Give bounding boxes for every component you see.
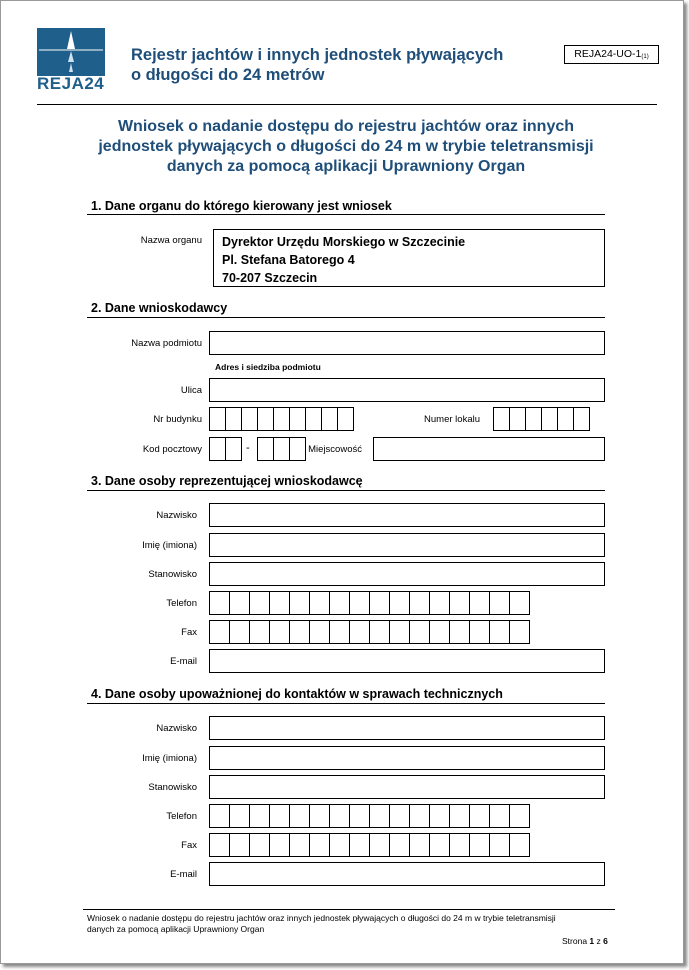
postal-code-cells-part2[interactable] xyxy=(257,437,306,461)
form-code: REJA24-UO-1 xyxy=(574,48,642,60)
organ-name-label: Nazwa organu xyxy=(140,235,202,246)
rep-email-label: E-mail xyxy=(170,656,197,667)
tech-surname-label: Nazwisko xyxy=(156,723,197,734)
page-current: 1 xyxy=(589,936,595,946)
form-code-box xyxy=(564,45,659,64)
footer-divider xyxy=(83,909,615,910)
rep-phone-cells[interactable] xyxy=(209,591,530,615)
page-number xyxy=(562,936,608,946)
page-prefix: Strona xyxy=(562,936,588,946)
tech-phone-cells[interactable] xyxy=(209,804,530,828)
logo-emblem xyxy=(37,28,105,76)
rep-surname-label: Nazwisko xyxy=(156,510,197,521)
section4-heading: 4. Dane osoby upoważnionej do kontaktów w sprawach technicznych xyxy=(91,687,503,701)
document-title-line1: Wniosek o nadanie dostępu do rejestru jachtów oraz innych xyxy=(117,118,575,135)
form-code-suffix: (1) xyxy=(641,54,649,60)
tech-email-input[interactable] xyxy=(209,862,605,886)
tech-phone-label: Telefon xyxy=(166,811,197,822)
tech-position-label: Stanowisko xyxy=(148,782,197,793)
document-title xyxy=(71,117,621,177)
rep-surname-input[interactable] xyxy=(209,503,605,527)
section1-heading: 1. Dane organu do którego kierowany jest wniosek xyxy=(91,199,392,213)
register-title-line1: Rejestr jachtów i innych jednostek pływających xyxy=(131,46,504,64)
tech-position-input[interactable] xyxy=(209,775,605,799)
organ-line2: Pl. Stefana Batorego 4 xyxy=(222,253,355,267)
header-divider xyxy=(37,104,657,105)
register-title xyxy=(131,45,503,85)
unit-number-label: Numer lokalu xyxy=(424,414,480,425)
city-input[interactable] xyxy=(373,437,605,461)
page-separator: z xyxy=(596,936,601,946)
unit-number-cells[interactable] xyxy=(493,407,590,431)
street-input[interactable] xyxy=(209,378,605,402)
footer-line1: Wniosek o nadanie dostępu do rejestru jachtów oraz innych jednostek pływających o długości do 24 m w trybie teletransmisji xyxy=(87,913,556,923)
section1-divider xyxy=(87,214,605,215)
building-number-cells[interactable] xyxy=(209,407,354,431)
address-sublabel: Adres i siedziba podmiotu xyxy=(215,362,321,372)
postal-code-cells-part1[interactable] xyxy=(209,437,242,461)
tech-surname-input[interactable] xyxy=(209,716,605,740)
section2-divider xyxy=(87,317,605,318)
reja24-logo xyxy=(37,28,105,95)
rep-phone-label: Telefon xyxy=(166,598,197,609)
postal-code-dash: - xyxy=(246,442,250,454)
section3-divider xyxy=(87,490,605,491)
tech-firstname-input[interactable] xyxy=(209,746,605,770)
tech-fax-cells[interactable] xyxy=(209,833,530,857)
rep-fax-cells[interactable] xyxy=(209,620,530,644)
organ-name-field xyxy=(213,229,605,287)
section3-heading: 3. Dane osoby reprezentującej wnioskodawcę xyxy=(91,474,363,488)
register-title-line2: o długości do 24 metrów xyxy=(131,66,325,84)
organ-line3: 70-207 Szczecin xyxy=(222,271,318,285)
city-label: Miejscowość xyxy=(308,444,362,455)
street-label: Ulica xyxy=(180,385,202,396)
tech-email-label: E-mail xyxy=(170,869,197,880)
document-title-line3: danych za pomocą aplikacji Uprawniony Organ xyxy=(166,158,526,175)
rep-firstname-label: Imię (imiona) xyxy=(142,540,197,551)
organ-line1: Dyrektor Urzędu Morskiego w Szczecinie xyxy=(222,235,466,249)
section4-divider xyxy=(87,703,605,704)
rep-position-input[interactable] xyxy=(209,562,605,586)
entity-name-label: Nazwa podmiotu xyxy=(131,338,202,349)
footer-text xyxy=(87,913,556,935)
entity-name-input[interactable] xyxy=(209,331,605,355)
section2-heading: 2. Dane wnioskodawcy xyxy=(91,301,228,315)
footer-line2: danych za pomocą aplikacji Uprawniony Organ xyxy=(87,924,265,934)
page-total: 6 xyxy=(603,936,608,946)
postal-code-label: Kod pocztowy xyxy=(142,444,202,455)
tech-firstname-label: Imię (imiona) xyxy=(142,753,197,764)
sail-icon xyxy=(37,28,105,76)
rep-position-label: Stanowisko xyxy=(148,569,197,580)
rep-fax-label: Fax xyxy=(181,627,197,638)
rep-email-input[interactable] xyxy=(209,649,605,673)
logo-text: REJA24 xyxy=(37,74,105,93)
building-number-label: Nr budynku xyxy=(153,414,202,425)
tech-fax-label: Fax xyxy=(181,840,197,851)
document-title-line2: jednostek pływających o długości do 24 m w trybie teletransmisji xyxy=(98,138,594,155)
rep-firstname-input[interactable] xyxy=(209,533,605,557)
